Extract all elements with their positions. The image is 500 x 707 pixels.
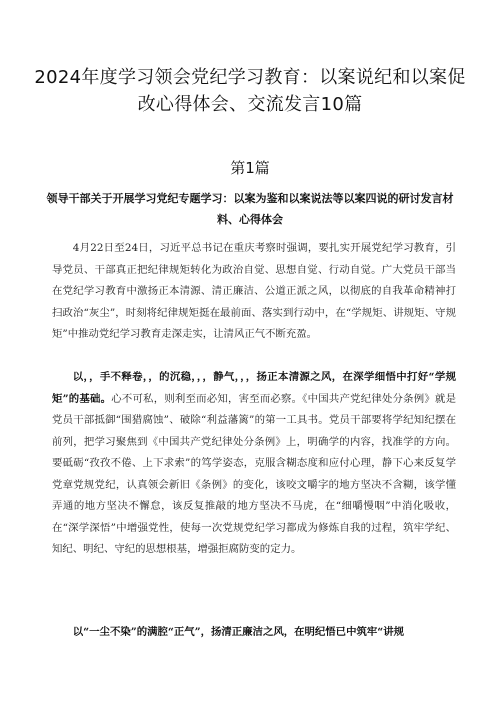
- paragraph-2-lead: 以，，手不释卷，，的沉稳，，，静气，，，扬正本清源之风，在深学细悟中打好“学规矩”的基础。: [52, 371, 456, 405]
- section-heading: 第1篇: [230, 159, 270, 177]
- paragraph-1: 4月22日至24日，习近平总书记在重庆考察时强调，要扎实开展党纪学习教育，引导党员、干部真正把纪律规矩转化为政治自觉、思想自觉、行动自觉。广大党员干部当在党纪学习教育中激扬正本清源、清正廉洁、公道正派之风，以彻底的自我革命精神打扫政治“灰尘”，时刻将纪律规矩挺在最前面、落实到行动中，在“学规矩、讲规矩、守规矩”中推动党纪学习教育走深走实，让清风正气不断充盈。: [52, 242, 456, 340]
- paragraph-2-body: 心不可私，则利至而必知，害至而必察。《中国共产党纪律处分条例》就是党员干部抵御“围猎腐蚀”、破除“利益藩篱”的第一工具书。党员干部要将学纪知纪摆在前列，把学习聚焦到《中国共产党纪律处分条例》上，明确学的内容，找准学的方向。要砥砺“孜孜不倦、上下求索”的笃学姿态，克服含糊态度和应付心理，静下心来反复学党章党规党纪，认真领会新旧《条例》的变化，该咬文嚼字的地方坚决不含糊，该学懂弄通的地方坚决不懈怠，该反复推敲的地方坚决不马虎，在“细嚼慢咽”中消化吸收，在“深学深悟”中增强党性，使每一次党规党纪学习都成为修炼自我的过程，筑牢学纪、知纪、明纪、守纪的思想根基，增强拒腐防变的定力。: [52, 392, 457, 555]
- paragraph-3-lead: 以“一尘不染”的满腔“正气”，扬清正廉洁之风，在明纪悟已中筑牢“讲规: [72, 626, 405, 638]
- paragraph-2: [52, 367, 456, 561]
- paragraph-3: [52, 622, 456, 644]
- document-title: 2024年度学习领会党纪学习教育：以案说纪和以案促改心得体会、交流发言10篇: [34, 67, 466, 115]
- article-subtitle: 领导干部关于开展学习党纪专题学习：以案为鉴和以案说法等以案四说的研讨发言材料、心得体会: [46, 192, 454, 226]
